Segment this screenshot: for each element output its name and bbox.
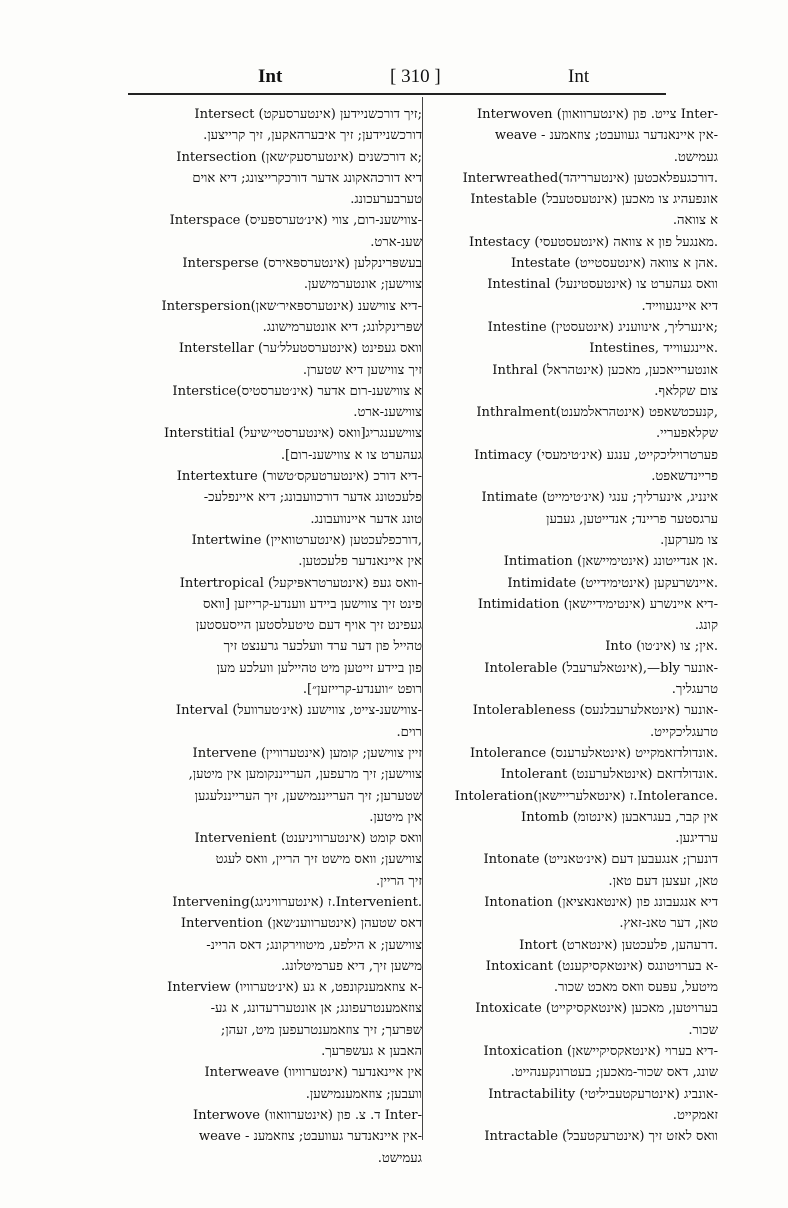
column-divider bbox=[422, 97, 423, 1140]
entry-line: Intractability (אינטרעקטעביליטי) אונביג- bbox=[488, 1086, 718, 1102]
entry-line: טערבערעכונג. bbox=[350, 192, 422, 208]
entry-line: צווישען; אונטערמישען. bbox=[303, 277, 422, 293]
entry-line: טרעגליכקייט. bbox=[650, 724, 718, 740]
entry-line: Intestine (אינטעסטין) אינערליך, אינוועניג; bbox=[487, 319, 718, 335]
entry-line: געמישט. bbox=[377, 1150, 422, 1166]
entry-line: Intervene (אינטערוויין) זיין צווישען; קומען bbox=[192, 745, 422, 761]
entry-line: שטערען; זיך הערייננמישען, זיך הערייננלעגען bbox=[194, 788, 422, 804]
entry-line: שכור. bbox=[688, 1022, 718, 1038]
entry-line: Interspersion(אינטערספּאיר׳שאן) דיא צווישענ- bbox=[161, 298, 422, 314]
entry-line: געהערט צו א צווישענ-רום]. bbox=[280, 447, 422, 463]
entry-line: Intonation (אינטאנאציאן) דיא אנגעבונג פון bbox=[484, 894, 718, 910]
entry-line: Intestable (אינטעסטעבל) אונפעהיג צו מאכען bbox=[470, 192, 718, 208]
entry-line: צווישען; א הילפע, מיטווירקונג; דאס הריינ- bbox=[206, 937, 422, 953]
entry-line: Intertexture (אינטערטעקס׳טשור) דיא דורכ- bbox=[176, 469, 422, 485]
entry-line: Intestinal (אינטעסטינעל) וואס געהערט צו bbox=[487, 277, 718, 293]
entry-line: Intolerance (אינטאלערענס) אונדולדזאמקייט. bbox=[470, 745, 718, 761]
entry-line: Interview (אינ׳טערוויו) א צוזאמענקונפט, א גע- bbox=[167, 980, 422, 996]
left-column bbox=[132, 104, 422, 1169]
entry-line: Interstellar (אינטערסטעלל׳ער) וואס געפינט bbox=[178, 341, 422, 357]
entry-line: צום שקלאף. bbox=[654, 383, 718, 399]
entry-line: שקלאפעריי. bbox=[656, 426, 718, 442]
entry-line: רוים. bbox=[396, 724, 422, 740]
entry-line: Intestacy (אינטעסטעסי) מאנגעל פון א צוואה. bbox=[469, 234, 718, 250]
entry-line: Interval (אינ׳טערוועל) צווישענ-צייט, צווישענ- bbox=[175, 703, 422, 719]
entry-line: טרעגליך. bbox=[671, 682, 718, 698]
entry-line: Intestines, איינגעווייד. bbox=[589, 341, 718, 357]
entry-line: קונג. bbox=[694, 618, 718, 634]
entry-line: דורכשניידען; זיך איבערהאקען, זיך קרייצען. bbox=[203, 128, 422, 144]
entry-line: מיטעל, עפּעס וואס מאכט שכור. bbox=[553, 980, 718, 996]
entry-line: צווישענ-ארט. bbox=[353, 405, 422, 421]
entry-line: טאן, דער טאנ-זאץ. bbox=[619, 916, 718, 932]
entry-line: Intoxicant (אינטאקסיקענט) א בערויטונגס- bbox=[485, 958, 718, 974]
entry-line: שענ-ארט. bbox=[370, 234, 422, 250]
entry-line: Intimidate (אינטימידייט) איינשרעקען. bbox=[507, 575, 718, 591]
entry-line: Intoxicate (אינטאקסיקייט) בערויטען, מאכען bbox=[475, 1001, 718, 1017]
entry-line: Intersperse (אינטערספּאירס) בעשפּרינקלען bbox=[182, 256, 422, 272]
entry-line: Intervenient (אינטערוויניענט) וואס קומט bbox=[194, 831, 422, 847]
entry-line: צו מערקען. bbox=[660, 532, 718, 548]
entry-line: Intimation (אינטימיישאן) אן אנדייטונג. bbox=[503, 554, 718, 570]
entry-line: Intertropical (אינטערטראפּיקעל) וואס געפ- bbox=[179, 575, 422, 591]
entry-line: דיא איינגעווייד. bbox=[641, 298, 718, 314]
entry-line: Intolerant (אינטאלערענט) אונדולדזאם. bbox=[500, 767, 718, 783]
entry-line: מישען זיך, דיא פערמיטלונג. bbox=[281, 958, 422, 974]
entry-line: געמישט. bbox=[673, 149, 718, 165]
entry-line: Interstitial (אינטערסטי׳שיעל) צווישענגריג[וואס bbox=[164, 426, 422, 442]
entry-line: Intersect (אינטערסעקט) זיך דורכשניידען; bbox=[194, 107, 422, 122]
entry-line: Interspace (אינ׳טערספּעיס) צווישענ-רום, צווי- bbox=[169, 213, 422, 229]
entry-line: פון ביידע זייטען מיט טהיילען וועלכע מען bbox=[216, 660, 422, 676]
entry-line: זיך הריין. bbox=[375, 873, 422, 889]
entry-line: Intertwine (אינטערטוואיין) דורכפלעכטען, bbox=[191, 532, 422, 548]
entry-line: Intersection (אינטערסעק׳שאן) א דורכשנים; bbox=[176, 149, 422, 165]
entry-line: צוזאמענטרעפונג; אן אונטעררעדונג, א גע- bbox=[210, 1001, 422, 1017]
entry-line: Intoxication (אינטאקסיקיישאן) דיא בערוי- bbox=[483, 1044, 718, 1060]
entry-line: שפּרעך; זיך צוזאמענטרעפען מיט, זעהן; bbox=[220, 1022, 422, 1038]
entry-line: צווישען; זיך מרעפען, הערייננקומען אין מיטען, bbox=[188, 767, 422, 783]
entry-line: Intestate (אינטעסטייט) אהן א צוואה. bbox=[511, 256, 718, 272]
entry-line: Inthralment(אינטהראלמענט) קנעכטשאפט, bbox=[476, 405, 718, 421]
entry-line: רופט ״ווענדע-קרייזען״]. bbox=[302, 682, 422, 698]
entry-line: Intort (אינטארט) דרעהען, פלעכטען. bbox=[519, 937, 718, 953]
page-number: [ 310 ] bbox=[390, 66, 441, 87]
entry-line: א צוואה. bbox=[672, 213, 718, 229]
entry-line: Intoleration(אינטאלערייישאן) ז.Intolerance. bbox=[454, 788, 718, 804]
entry-line: weave - אין איינאנדער געוועבט; צוזאמענ- bbox=[494, 128, 718, 144]
entry-line: weave - אין איינאנדער געוועבט; צוזאמענ- bbox=[198, 1129, 422, 1145]
entry-line: Intolerableness (אינטאלערעבלנעס) אונער- bbox=[472, 703, 718, 719]
entry-line: Interwove (אינטערוואוו) ד. צ. פון Inter- bbox=[192, 1107, 422, 1123]
entry-line: געפינט זיך אויף דעם טיטעלסטען הייסעסטען bbox=[195, 618, 422, 634]
entry-line: זאמקייט. bbox=[672, 1107, 718, 1123]
entry-line: Intimidation (אינטימידיישאן) דיא איינשרע- bbox=[477, 596, 718, 612]
header-right-guide-word: Int bbox=[568, 66, 590, 87]
entry-line: צווישען; וואס מישט זיך הריין, וואס לעגט bbox=[215, 852, 422, 868]
entry-line: ערדיגען. bbox=[675, 831, 718, 847]
entry-line: Intimate (אינ׳טימייט) אינניג, אינערליך; ענגי bbox=[481, 490, 718, 506]
entry-line: Intonate (אינ׳טאנייט) דונערן; אנגעבען דעם bbox=[483, 852, 718, 868]
entry-line: פלעכטונג אדער דורכוועבונג; דיא איינפלעכ- bbox=[203, 490, 422, 506]
entry-line: זיך צווישען דיא שטערן. bbox=[302, 362, 422, 378]
entry-line: Intractable (אינטרעקטעבל) וואס לאזט זיך bbox=[484, 1129, 718, 1145]
page-header bbox=[250, 66, 590, 92]
entry-line: ערגסטער פריינד; אנדייטען, געבען bbox=[546, 511, 718, 527]
entry-line: אין איינאנדער פלעכטען. bbox=[298, 554, 422, 570]
entry-line: וועבען; צוזאמענמישען. bbox=[305, 1086, 422, 1102]
entry-line: אין מיטען. bbox=[369, 809, 422, 825]
entry-line: פינט זיך צווישען ביידע ווענדע-קרייזען [וואס bbox=[202, 596, 422, 612]
entry-line: האבען א געשפּרעך. bbox=[321, 1044, 422, 1060]
entry-line: טאן, זעצען דעם טאן. bbox=[608, 873, 718, 889]
entry-line: Intervention (אינטערווענ׳שאן) דאס שטעהן bbox=[180, 916, 422, 932]
entry-line: דיא דורכהאקונג אדער דורכקרייצונג; דיא אוים bbox=[192, 170, 422, 186]
entry-line: Intimacy (אינ׳טימעסי) פערטרויליכקייט, ענגע bbox=[474, 447, 718, 463]
entry-line: Interweave (אינטערוויוו) אין איינאנדער bbox=[204, 1065, 422, 1081]
entry-line: Intolerable (אינטאלערעבל),—bly אונער- bbox=[484, 660, 718, 676]
header-rule bbox=[128, 93, 666, 95]
entry-line: Intervening(אינטערוויניגג) ז.Intervenient. bbox=[172, 894, 422, 910]
right-column bbox=[428, 104, 718, 1148]
header-left-guide-word: Int bbox=[258, 66, 283, 87]
entry-line: פריינדשאפט. bbox=[651, 469, 718, 485]
entry-line: Intomb (אינטומ) אין קבר, בעגראבען bbox=[521, 809, 718, 825]
entry-line: טהייל פון דער ערד וועלכער גרענצט זיך bbox=[223, 639, 422, 655]
entry-line: Into (אינ׳טו) אין; צו. bbox=[605, 639, 718, 655]
entry-line: Interwoven (אינטערוואוון) צייט. פון Inter- bbox=[477, 107, 718, 122]
entry-line: שפּרינקלונג; דיא אונטערמישונג. bbox=[262, 319, 422, 335]
entry-line: שונג, דאס שכור-מאכען; בעטרונקענהייט. bbox=[510, 1065, 718, 1081]
entry-line: Interstice(אינ׳טערסטיס) א צווישענ-רום אדער bbox=[172, 383, 422, 399]
entry-line: Interwreathed(אינטערריהד) דורכגעפלאכטען. bbox=[462, 170, 718, 186]
entry-line: Inthral (אינטהראל) אונטערייאכען, מאכען bbox=[492, 362, 718, 378]
entry-line: טונג אדער איינוועבונג. bbox=[310, 511, 422, 527]
